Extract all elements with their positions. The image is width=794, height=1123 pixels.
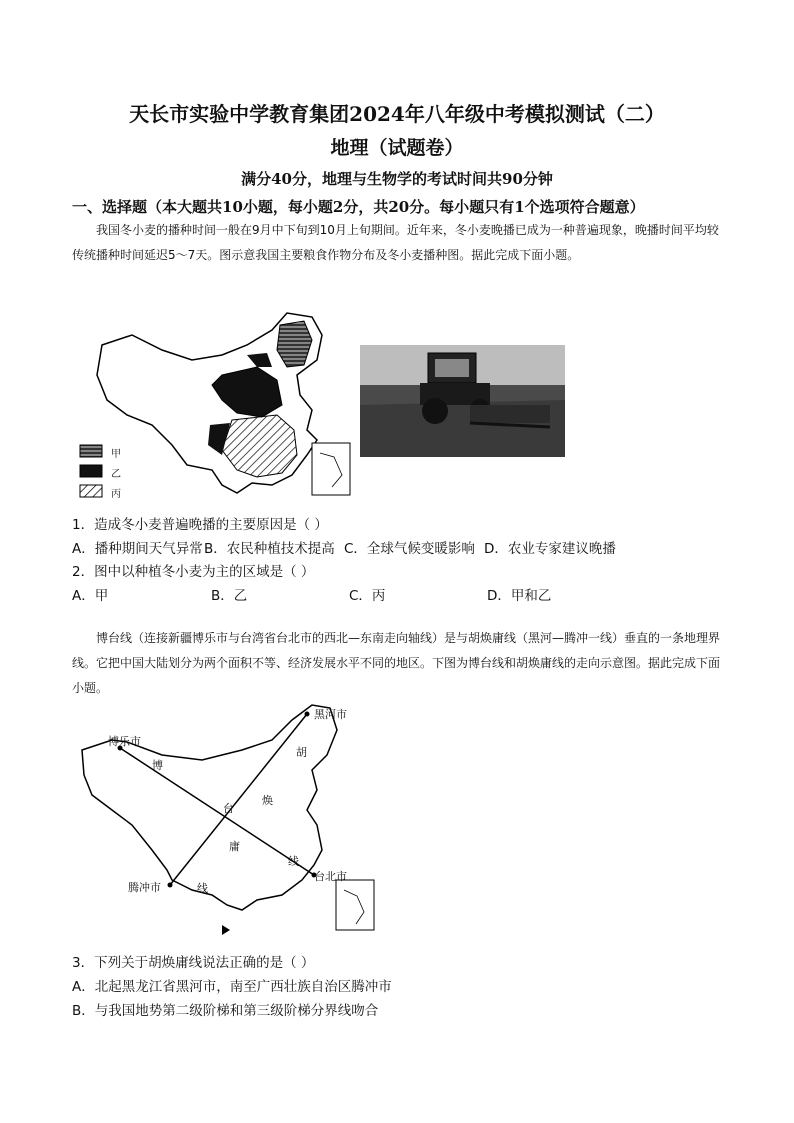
- label-bo: 博: [152, 759, 163, 772]
- label-bole: 博乐市: [108, 735, 141, 748]
- exam-title: 天长市实验中学教育集团2024年八年级中考模拟测试（二）: [129, 102, 665, 126]
- passage-2: 博台线（连接新疆博乐市与台湾省台北市的西北—东南走向轴线）是与胡焕庸线（黑河—腾冲一线）垂直的一条地理界线。它把中国大陆划分为两个面积不等、经济发展水平不同的地区。下图为博台线和胡焕庸线的走向示意图。据此完成下面小题。: [72, 631, 721, 695]
- label-taibei: 台北市: [314, 870, 347, 883]
- q1-option-b: B．农民种植技术提高: [204, 541, 335, 557]
- q1-option-c: C．全球气候变暖影响: [344, 541, 475, 557]
- q1-option-d: D．农业专家建议晚播: [484, 541, 616, 557]
- legend-swatch-yi: [80, 465, 102, 477]
- legend-label-bing: 丙: [111, 489, 121, 500]
- south-china-sea-inset-2: [336, 880, 374, 930]
- section-heading: 一、选择题（本大题共10小题，每小题2分，共20分。每小题只有1个选项符合题意）: [72, 198, 645, 216]
- q3-option-a: A．北起黑龙江省黑河市，南至广西壮族自治区腾冲市: [72, 979, 392, 995]
- q1-option-a: A．播种期间天气异常: [72, 541, 203, 557]
- legend-swatch-jia: [80, 445, 102, 457]
- label-xian1: 线: [288, 855, 299, 868]
- question-1: 1．造成冬小麦普遍晚播的主要原因是（ ）: [72, 517, 328, 533]
- exam-subtitle: 地理（试题卷）: [330, 137, 464, 159]
- label-xian2: 线: [197, 882, 208, 895]
- label-yong: 庸: [229, 840, 240, 853]
- legend-label-jia: 甲: [111, 449, 121, 460]
- label-tai: 台: [223, 802, 234, 815]
- label-huan: 焕: [262, 794, 273, 807]
- q2-option-a: A．甲: [72, 588, 109, 604]
- question-3: 3．下列关于胡焕庸线说法正确的是（ ）: [72, 955, 315, 971]
- q2-option-d: D．甲和乙: [487, 588, 552, 604]
- legend-swatch-bing: [80, 485, 102, 497]
- legend-label-yi: 乙: [111, 469, 121, 480]
- q3-option-b: B．与我国地势第二级阶梯和第三级阶梯分界线吻合: [72, 1003, 379, 1019]
- tractor-sowing-photo: [360, 345, 565, 457]
- q2-option-b: B．乙: [211, 588, 248, 604]
- label-heihe: 黑河市: [314, 708, 347, 721]
- question-2: 2．图中以种植冬小麦为主的区域是（ ）: [72, 564, 315, 580]
- label-tengchong: 腾冲市: [128, 881, 161, 894]
- passage-1: 我国冬小麦的播种时间一般在9月中下旬到10月上旬期间。近年来，冬小麦晚播已成为一种普遍现象，晚播时间平均较传统播种时间延迟5～7天。图示意我国主要粮食作物分布及冬小麦播种图。据此完成下面小题。: [72, 223, 719, 262]
- label-hu: 胡: [296, 746, 307, 759]
- exam-info: 满分40分，地理与生物学的考试时间共90分钟: [241, 170, 553, 188]
- q2-option-c: C．丙: [349, 588, 386, 604]
- south-china-sea-inset: [312, 443, 350, 495]
